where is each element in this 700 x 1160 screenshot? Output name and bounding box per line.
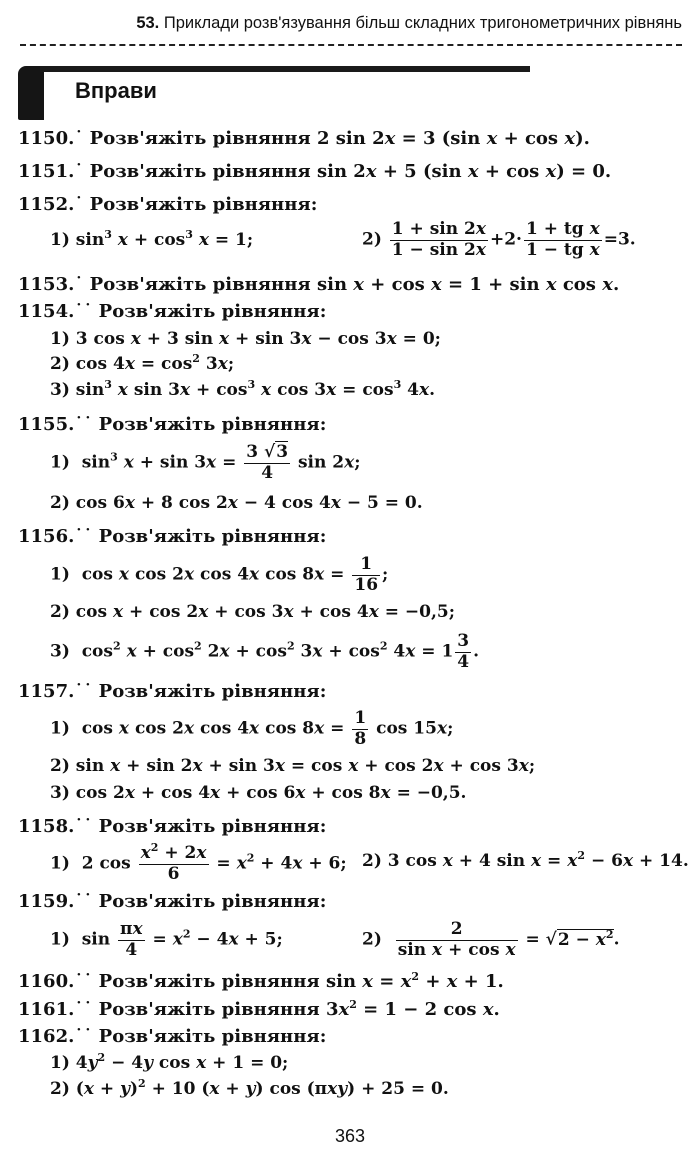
exercise-1156: 1156.˙˙ Розв'яжіть рівняння: xyxy=(18,526,327,547)
exercise-1150: 1150.˙ Розв'яжіть рівняння 2 sin 2x = 3 (sin x + cos x). xyxy=(18,128,590,149)
exercise-1154: 1154.˙˙ Розв'яжіть рівняння: xyxy=(18,301,327,322)
exercise-1152-part-2: 2) $\frac{1 + \sin 2x}{1 - \sin 2x}$ +2· $\frac{\text{1 + tg x}}{\text{1 − tg x}}$ =3. xyxy=(362,219,636,260)
exercise-1151: 1151.˙ Розв'яжіть рівняння sin 2x + 5 (sin x + cos x) = 0. xyxy=(18,161,612,182)
exercise-1157-part-1: 1) cos x cos 2x cos 4x cos 8x = $\frac{1}{8}$ cos 15x; xyxy=(50,708,454,749)
exercise-1156-part-1: 1) cos x cos 2x cos 4x cos 8x = $\frac{1}{16}$ ; xyxy=(50,554,389,595)
exercise-1158-part-2: 2) 3 cos x + 4 $\sin x = x^2 - 6x + 14$. xyxy=(362,849,689,871)
exercise-1162-part-1: 1) $4y^2 - 4y$ cos x + 1 = 0; xyxy=(50,1051,289,1073)
exercise-1159: 1159.˙˙ Розв'яжіть рівняння: xyxy=(18,891,327,912)
exercise-1161: 1161.˙˙ Розв'яжіть рівняння $3x^2 = 1 - 2$ cos x. xyxy=(18,998,500,1020)
exercise-1157: 1157.˙˙ Розв'яжіть рівняння: xyxy=(18,681,327,702)
header-rule xyxy=(20,44,682,46)
exercise-1154-part-3: 3) $\sin^3 x$ $\sin 3x + \cos^3 x$ $\cos 3x = \cos^3 4x$. xyxy=(50,378,436,400)
exercise-1152-part-1: 1) $\sin^3 x + \cos^3 x = 1$; xyxy=(50,228,254,250)
exercise-1156-part-2: 2) cos x + cos 2x + cos 3x + cos 4x = −0,5; xyxy=(50,602,456,622)
exercise-1157-part-2: 2) sin x + sin 2x + sin 3x = cos x + cos 2x + cos 3x; xyxy=(50,756,536,776)
exercise-1153: 1153.˙ Розв'яжіть рівняння sin x + cos x = 1 + sin x cos x. xyxy=(18,274,620,295)
section-title: Приклади розв'язування більш складних тригонометричних рівнянь xyxy=(163,14,682,32)
exercise-1156-part-3: 3) $\cos^2 x + \cos^2 2x + \cos^2 3x + \cos^2 4x = 1$ $\frac{3}{4}$ . xyxy=(50,631,480,672)
exercises-rule xyxy=(40,66,530,72)
exercise-1160: 1160.˙˙ Розв'яжіть рівняння $\sin x = x^2 + x + 1$. xyxy=(18,970,504,992)
exercise-1152: 1152.˙ Розв'яжіть рівняння: xyxy=(18,194,318,215)
exercise-1159-part-1: 1) sin $\frac{\pi x}{4}$ = $x^2 - 4x + 5$; xyxy=(50,919,283,960)
page-number: 363 xyxy=(334,1126,366,1146)
exercise-1157-part-3: 3) cos 2x + cos 4x + cos 6x + cos 8x = −0,5. xyxy=(50,783,467,803)
exercise-1154-part-1: 1) 3 cos x + 3 sin x + sin 3x − cos 3x = 0; xyxy=(50,329,441,349)
exercises-marker xyxy=(18,66,44,120)
exercise-1155-part-2: 2) cos 6x + 8 cos 2x − 4 cos 4x − 5 = 0. xyxy=(50,493,423,513)
section-number: 53. xyxy=(136,14,160,32)
exercise-1162: 1162.˙˙ Розв'яжіть рівняння: xyxy=(18,1026,327,1047)
exercise-1159-part-2: 2) $\frac{2}{\text{sin x + cos x}}$ = $√2 - x^2$. xyxy=(362,919,620,960)
running-header xyxy=(42,14,682,33)
exercise-1158: 1158.˙˙ Розв'яжіть рівняння: xyxy=(18,816,327,837)
exercise-1155-part-1: 1) $\sin^3 x + \sin 3x$ = $\frac{3 √3}{4}$ sin 2x; xyxy=(50,442,361,483)
exercise-1158-part-1: 1) 2 cos $\frac{x^2 + 2x}{6}$ = $x^2 + 4x + 6$; xyxy=(50,841,347,884)
exercises-title: Вправи xyxy=(75,78,157,103)
exercise-1155: 1155.˙˙ Розв'яжіть рівняння: xyxy=(18,414,327,435)
exercise-1154-part-2: 2) $\cos 4x = \cos^2 3x$; xyxy=(50,352,235,374)
exercise-1162-part-2: 2) $(x + y)^2 + 10$ (x + y) cos (πxy) + 25 = 0. xyxy=(50,1077,449,1099)
